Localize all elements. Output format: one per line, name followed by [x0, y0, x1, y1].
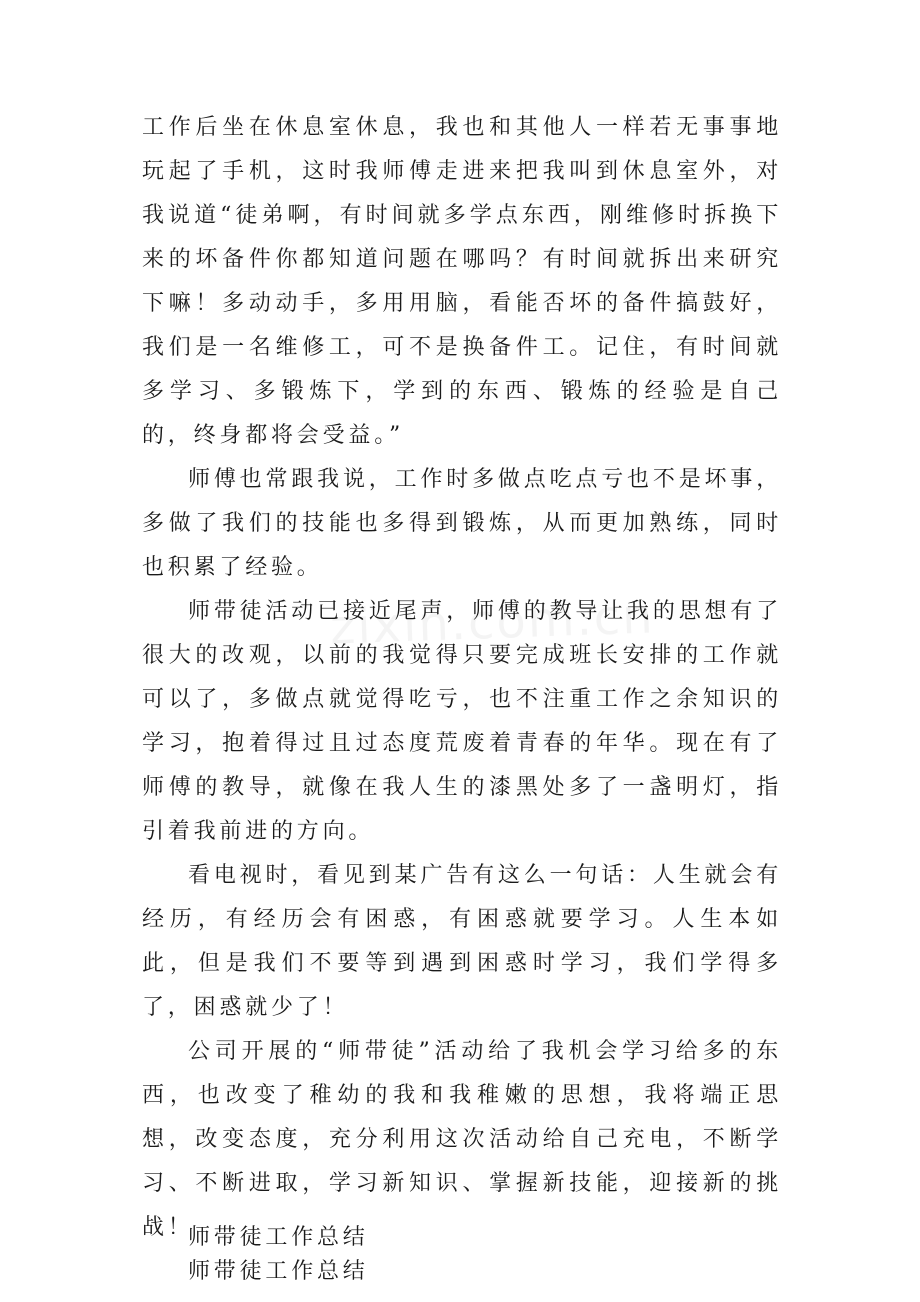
- paragraph-3: 师带徒活动已接近尾声，师傅的教导让我的思想有了很大的改观，以前的我觉得只要完成班长安排的工作就可以了，多做点就觉得吃亏，也不注重工作之余知识的学习，抱着得过且过态度荒废着青春的年华。现在有了师傅的教导，就像在我人生的漆黑处多了一盏明灯，指引着我前进的方向。: [142, 599, 782, 844]
- paragraph-6-heading: 师带徒工作总结: [188, 1259, 369, 1284]
- paragraph-5: 公司开展的“师带徒”活动给了我机会学习给多的东西，也改变了稚幼的我和我稚嫩的思想，我将端正思想，改变态度，充分利用这次活动给自己充电，不断学习、不断进取，学习新知识、掌握新技能，迎接新的挑战！: [142, 1039, 782, 1240]
- paragraph-1: 工作后坐在休息室休息，我也和其他人一样若无事事地玩起了手机，这时我师傅走进来把我叫到休息室外，对我说道“徒弟啊，有时间就多学点东西，刚维修时拆换下来的坏备件你都知道问题在哪吗？有时间就拆出来研究下嘛！多动动手，多用用脑，看能否坏的备件搞鼓好，我们是一名维修工，可不是换备件工。记住，有时间就多学习、多锻炼下，学到的东西、锻炼的经验是自己的，终身都将会受益。”: [142, 115, 782, 448]
- footer-title: 师带徒工作总结: [188, 1225, 369, 1250]
- paragraph-2: 师傅也常跟我说，工作时多做点吃点亏也不是坏事，多做了我们的技能也多得到锻炼，从而更加熟练，同时也积累了经验。: [142, 467, 782, 580]
- paragraph-4: 看电视时，看见到某广告有这么一句话：人生就会有经历，有经历会有困惑，有困惑就要学习。人生本如此，但是我们不要等到遇到困惑时学习，我们学得多了，困惑就少了！: [142, 863, 782, 1020]
- document-body: [142, 106, 782, 1294]
